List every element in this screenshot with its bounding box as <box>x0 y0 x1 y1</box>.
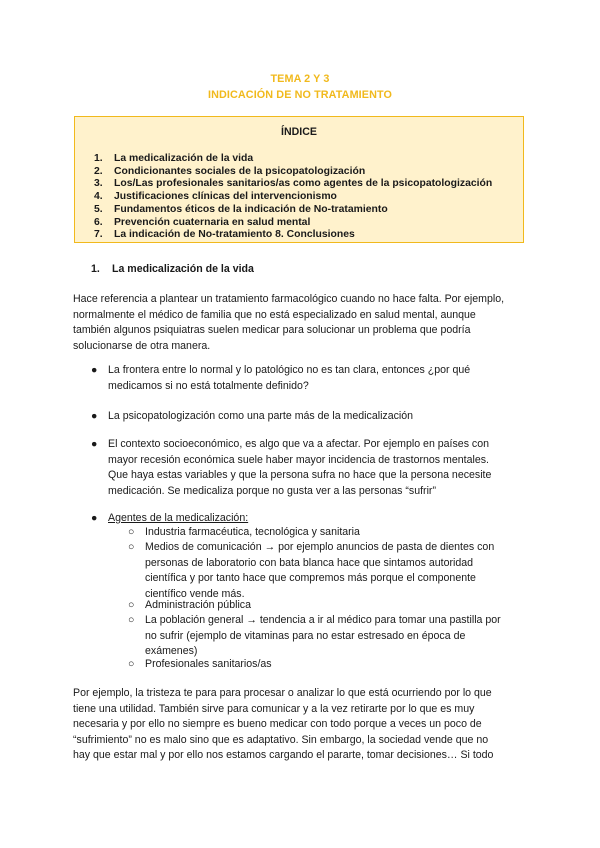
index-title: ÍNDICE <box>281 126 317 138</box>
index-list <box>94 153 492 242</box>
section-heading: 1. La medicalización de la vida <box>91 263 254 275</box>
page-title-line2: INDICACIÓN DE NO TRATAMIENTO <box>208 89 392 101</box>
index-item: 1. La medicalización de la vida <box>94 153 254 164</box>
intro-paragraph: Hace referencia a plantear un tratamiento farmacológico cuando no hace falta. Por ejemplo, normalmente el médico de familia que no está especializado en salud mental, aunque también algunos psiquiatras suelen medicar para solucionar un problema que podría solucionarse de otra manera. <box>73 293 505 352</box>
page-title-line1: TEMA 2 Y 3 <box>270 73 330 85</box>
index-item: 3. Los/Las profesionales sanitarios/as como agentes de la psicopatologización <box>94 178 493 190</box>
index-item: 2. Condicionantes sociales de la psicopatologización <box>94 165 366 177</box>
index-item: 7. La indicación de No-tratamiento 8. Conclusiones <box>94 229 355 241</box>
index-item: 4. Justificaciones clínicas del intervencionismo <box>94 191 337 203</box>
index-item: 6. Prevención cuaternaria en salud mental <box>94 216 311 228</box>
index-box <box>74 116 524 243</box>
closing-paragraph: Por ejemplo, la tristeza te para para procesar o analizar lo que está ocurriendo por lo que tiene una utilidad. También sirve para comunicar y a la vez retirarte por lo que es muy necesaria y por ello no siempre es bueno medicar con todo porque a veces un poco de “sufrimiento” no es malo sino que es adaptativo. Sin embargo, la sociedad vende que no hay que estar mal y por ello nos estamos cargando el pararte, tomar decisiones… Si todo <box>73 687 494 762</box>
index-item: 5. Fundamentos éticos de la indicación de No-tratamiento <box>94 203 388 215</box>
